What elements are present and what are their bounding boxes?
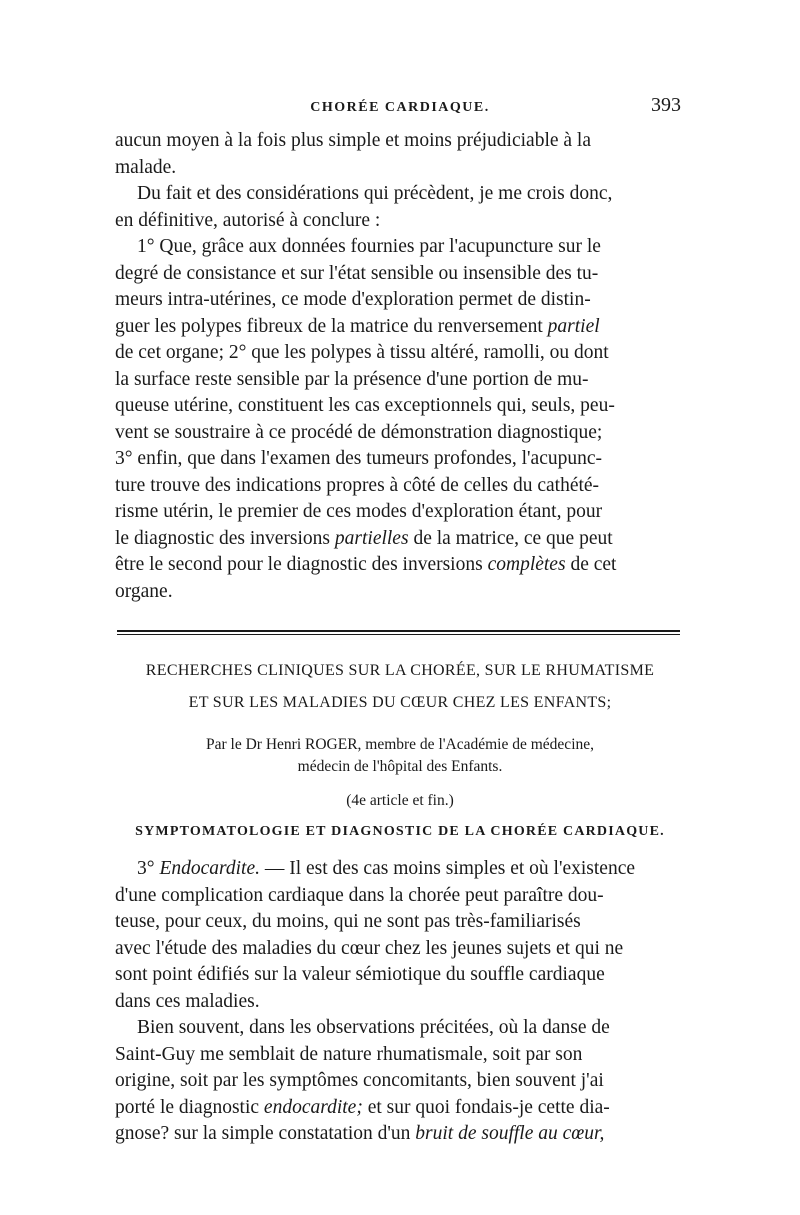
text-line [115,1095,683,1122]
italic-term: partielles [334,527,409,549]
text-line: en définitive, autorisé à conclure : [115,209,381,231]
text-line: d'une complication cardiaque dans la chorée peut paraître dou- [115,884,604,906]
article-body-text [115,856,683,1148]
text-line: vent se soustraire à ce procédé de démonstration diagnostique; [115,421,603,443]
text-line [115,856,683,883]
text-line: meurs intra-utérines, ce mode d'exploration permet de distin- [115,289,591,310]
italic-term: partiel [547,315,600,337]
article-title-line-2: ET SUR LES MALADIES DU CŒUR CHEZ LES ENFANTS; [188,694,612,711]
text-line: teuse, pour ceux, du moins, qui ne sont pas très-familiarisés [115,911,581,932]
running-head [115,94,685,124]
text-line [115,1121,683,1148]
text-line [115,526,683,553]
text-run: guer les polypes fibreux de la matrice du renversement [115,315,548,337]
text-line: ture trouve des indications propres à côté de celles du cathété- [115,474,600,496]
text-line: de cet organe; 2° que les polypes à tissu altéré, ramolli, ou dont [115,342,609,363]
text-line: avec l'étude des maladies du cœur chez les jeunes sujets et qui ne [115,937,624,959]
text-run: — Il est des cas moins simples et où l'existence [259,858,636,879]
text-run: gnose? sur la simple constatation d'un [115,1123,416,1144]
byline-line: médecin de l'hôpital des Enfants. [297,758,503,775]
italic-term: complètes [487,554,566,575]
text-run: de la matrice, ce que peut [408,527,613,549]
text-line [115,552,683,579]
italic-term: endocardite; [263,1096,363,1118]
running-title: CHORÉE CARDIAQUE. [310,100,490,115]
text-line: la surface reste sensible par la présence d'une portion de mu- [115,368,589,390]
text-run: de cet [565,554,617,575]
article-byline [115,734,685,778]
text-line: Du fait et des considérations qui précèdent, je me crois donc, [137,183,613,204]
text-line: origine, soit par les symptômes concomitants, bien souvent j'ai [115,1070,604,1091]
text-run: porté le diagnostic [115,1096,264,1118]
section-divider-rule [117,630,680,635]
italic-term: Endocardite. [159,858,260,879]
article-part-label: (4e article et fin.) [346,792,454,809]
text-line: queuse utérine, constituent les cas exceptionnels qui, seuls, peu- [115,395,615,416]
text-line [115,314,683,341]
text-run: être le second pour le diagnostic des inversions [115,554,488,575]
text-line: Bien souvent, dans les observations précitées, où la danse de [137,1017,610,1038]
text-line: malade. [115,156,177,178]
text-run: le diagnostic des inversions [115,527,335,549]
text-line: organe. [115,580,173,602]
page-number: 393 [651,94,681,116]
text-line: 3° enfin, que dans l'examen des tumeurs profondes, l'acupunc- [115,448,603,469]
text-line: sont point édifiés sur la valeur sémiotique du souffle cardiaque [115,964,605,985]
rule-thick-line [117,630,680,632]
article-title-line-1: RECHERCHES CLINIQUES SUR LA CHORÉE, SUR LE RHUMATISME [145,662,655,679]
text-line: degré de consistance et sur l'état sensible ou insensible des tu- [115,262,599,284]
text-run: et sur quoi fondais-je cette dia- [362,1096,610,1118]
text-line: dans ces maladies. [115,990,260,1012]
text-run: 3° [137,858,160,879]
previous-article-text [115,128,683,605]
italic-term: bruit de souffle au cœur, [415,1123,605,1144]
section-heading: SYMPTOMATOLOGIE ET DIAGNOSTIC DE LA CHORÉE CARDIAQUE. [135,824,665,839]
text-line: Saint-Guy me semblait de nature rhumatismale, soit par son [115,1043,583,1065]
rule-thin-line [117,634,680,635]
text-line: 1° Que, grâce aux données fournies par l'acupuncture sur le [137,236,601,257]
text-line: risme utérin, le premier de ces modes d'exploration étant, pour [115,501,603,522]
text-line: aucun moyen à la fois plus simple et moins préjudiciable à la [115,130,591,151]
byline-line: Par le Dr Henri ROGER, membre de l'Académie de médecine, [206,736,594,753]
